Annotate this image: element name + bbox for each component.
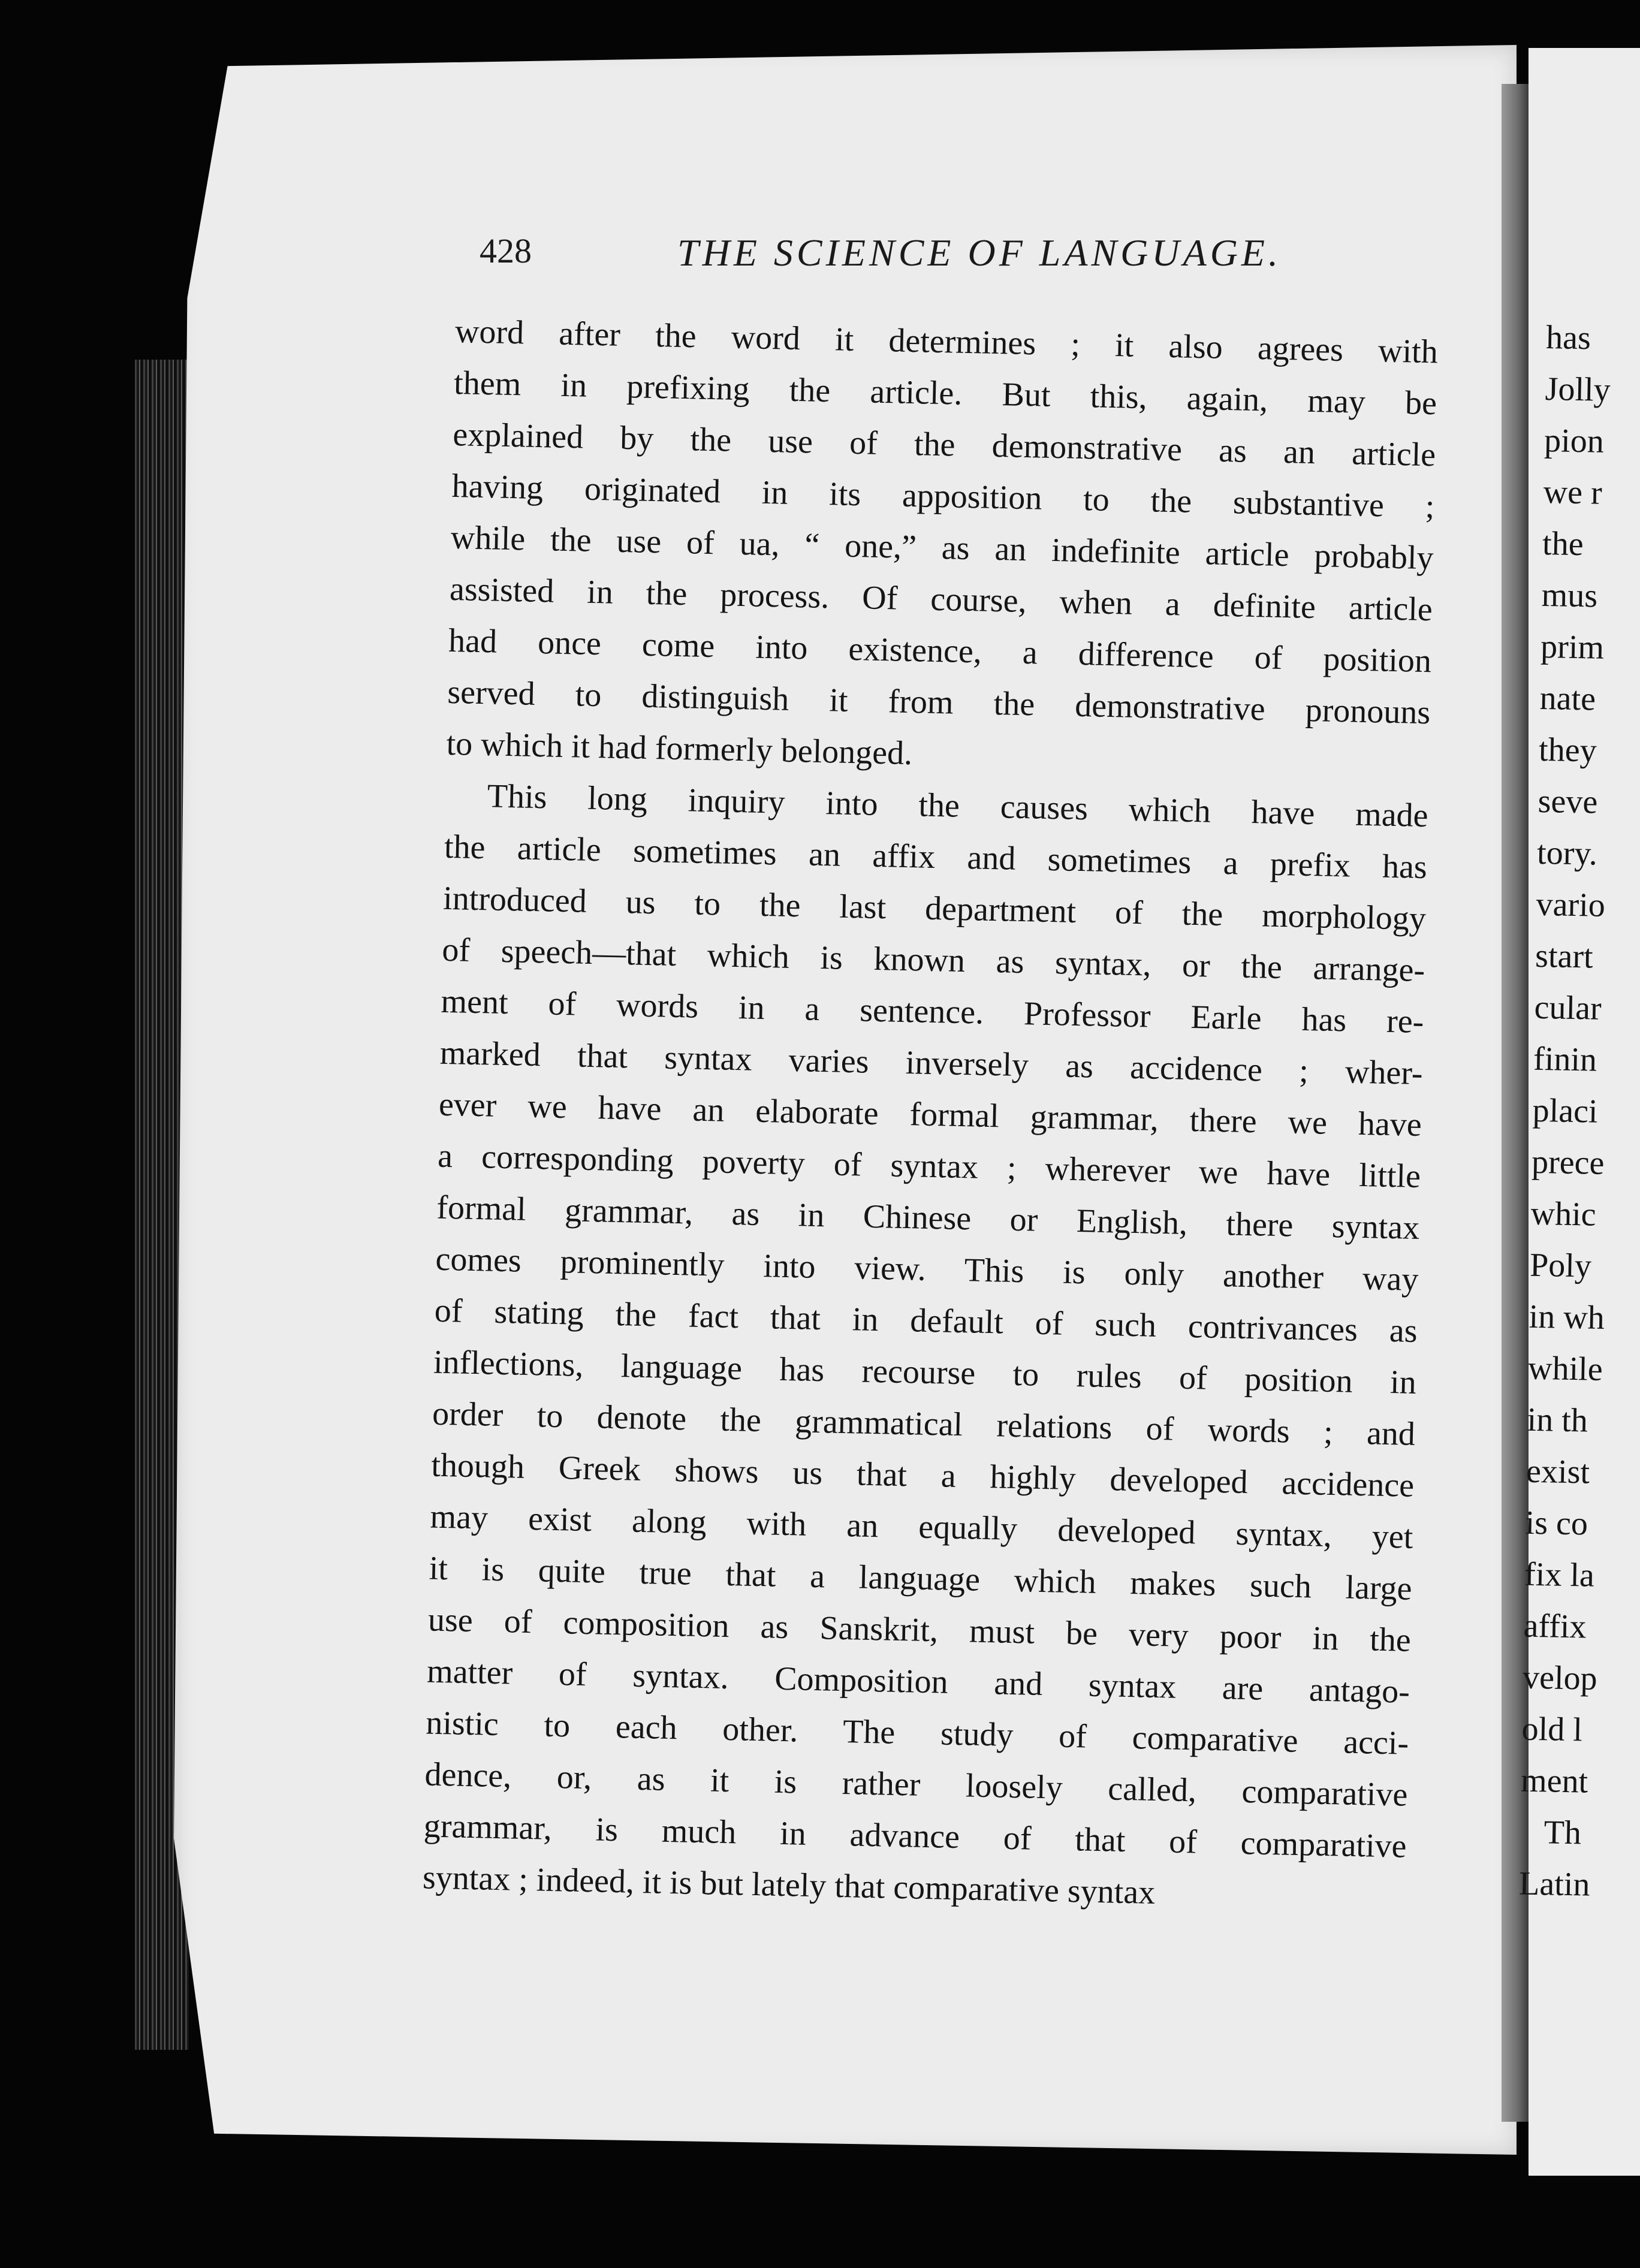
right-page-line-fragment: placi	[1532, 1091, 1599, 1130]
text-line: though Greek shows us that a highly developed accidence	[430, 1446, 1415, 1504]
right-page-line-fragment: seve	[1538, 782, 1598, 821]
right-page-line-fragment: in th	[1527, 1401, 1588, 1440]
text-line: may exist along with an equally developed syntax, yet	[430, 1498, 1413, 1556]
right-page-line-fragment: whic	[1530, 1195, 1597, 1233]
right-page-line-fragment: exist	[1526, 1452, 1590, 1491]
text-line: having originated in its apposition to the substantive ;	[451, 467, 1435, 526]
text-line: to which it had formerly belonged.	[446, 725, 913, 773]
text-line: use of composition as Sanskrit, must be very poor in the	[427, 1601, 1412, 1659]
text-line: it is quite true that a language which makes such large	[429, 1549, 1413, 1607]
right-page-line-fragment: the	[1542, 524, 1584, 563]
page-header	[480, 231, 1361, 297]
text-line: comes prominently into view. This is only another way	[435, 1240, 1419, 1298]
text-line: marked that syntax varies inversely as accidence ; wher-	[439, 1034, 1424, 1093]
right-page-line-fragment: mus	[1541, 576, 1598, 615]
right-page-line-fragment: Poly	[1529, 1246, 1592, 1285]
page-number: 428	[480, 231, 532, 270]
right-page-line-fragment: is co	[1525, 1504, 1588, 1543]
right-page-line-fragment: cular	[1534, 988, 1602, 1027]
text-line: introduced us to the last department of the morphology	[442, 879, 1427, 938]
right-page-line-fragment: old l	[1521, 1710, 1583, 1749]
right-page-line-fragment: affix	[1523, 1607, 1587, 1646]
text-line: the article sometimes an affix and sometimes a prefix has	[444, 828, 1428, 886]
text-line: of speech—that which is known as syntax, or the arrange-	[441, 931, 1425, 990]
text-line: them in prefixing the article. But this, again, may be	[453, 364, 1437, 423]
text-line: served to distinguish it from the demonstrative pronouns	[447, 673, 1431, 732]
right-page-line-fragment: we r	[1543, 473, 1603, 512]
text-line: formal grammar, as in Chinese or English, there syntax	[436, 1189, 1420, 1247]
text-line: nistic to each other. The study of comparative acci-	[425, 1704, 1409, 1762]
text-line: word after the word it determines ; it also agrees with	[454, 312, 1439, 371]
right-page-line-fragment: ment	[1520, 1762, 1588, 1800]
running-head: THE SCIENCE OF LANGUAGE.	[677, 231, 1282, 274]
right-page-line-fragment: pion	[1543, 421, 1605, 460]
text-line: matter of syntax. Composition and syntax are antago-	[426, 1652, 1410, 1711]
text-line: of stating the fact that in default of such contrivances as	[434, 1292, 1418, 1350]
text-line: syntax ; indeed, it is but lately that comparative syntax	[422, 1859, 1156, 1912]
text-line: ever we have an elaborate formal grammar, there we have	[438, 1085, 1422, 1144]
text-line: order to denote the grammatical relations of words ; and	[432, 1395, 1416, 1453]
right-page-line-fragment: in wh	[1529, 1298, 1605, 1337]
right-page-line-fragment: velop	[1522, 1658, 1598, 1697]
text-line: assisted in the process. Of course, when a definite article	[449, 570, 1433, 629]
text-line: a corresponding poverty of syntax ; wherever we have little	[437, 1137, 1421, 1196]
right-page-line-fragment: fix la	[1524, 1555, 1595, 1594]
text-line: grammar, is much in advance of that of comparative	[423, 1807, 1407, 1865]
body-text	[421, 306, 1463, 1993]
right-page-line-fragment: finin	[1533, 1040, 1597, 1079]
text-line: had once come into existence, a difference of position	[448, 622, 1432, 680]
right-page-line-fragment: has	[1545, 318, 1591, 357]
text-line: explained by the use of the demonstrative as an article	[452, 415, 1436, 474]
right-page-line-fragment: start	[1535, 937, 1594, 976]
right-page-line-fragment: prece	[1531, 1143, 1605, 1182]
right-page-line-fragment: vario	[1536, 885, 1606, 924]
right-page-line-fragment: tory.	[1536, 834, 1598, 873]
text-line: dence, or, as it is rather loosely called, comparative	[424, 1756, 1408, 1814]
right-page-line-fragment: while	[1527, 1349, 1603, 1388]
text-line: inflections, language has recourse to rules of position in	[433, 1343, 1417, 1401]
text-line: while the use of ua, “ one,” as an indefinite article probably	[450, 518, 1434, 577]
right-page-line-fragment: they	[1538, 731, 1597, 770]
right-page-line-fragment: nate	[1539, 679, 1596, 718]
right-page-line-fragment: Jolly	[1545, 370, 1611, 409]
right-page-line-fragment: prim	[1540, 628, 1605, 666]
right-page-line-fragment: Latin	[1518, 1865, 1590, 1904]
text-line: ment of words in a sentence. Professor Earle has re-	[441, 982, 1424, 1041]
text-line: This long inquiry into the causes which have made	[487, 777, 1429, 835]
right-page-line-fragment: Th	[1543, 1814, 1582, 1852]
